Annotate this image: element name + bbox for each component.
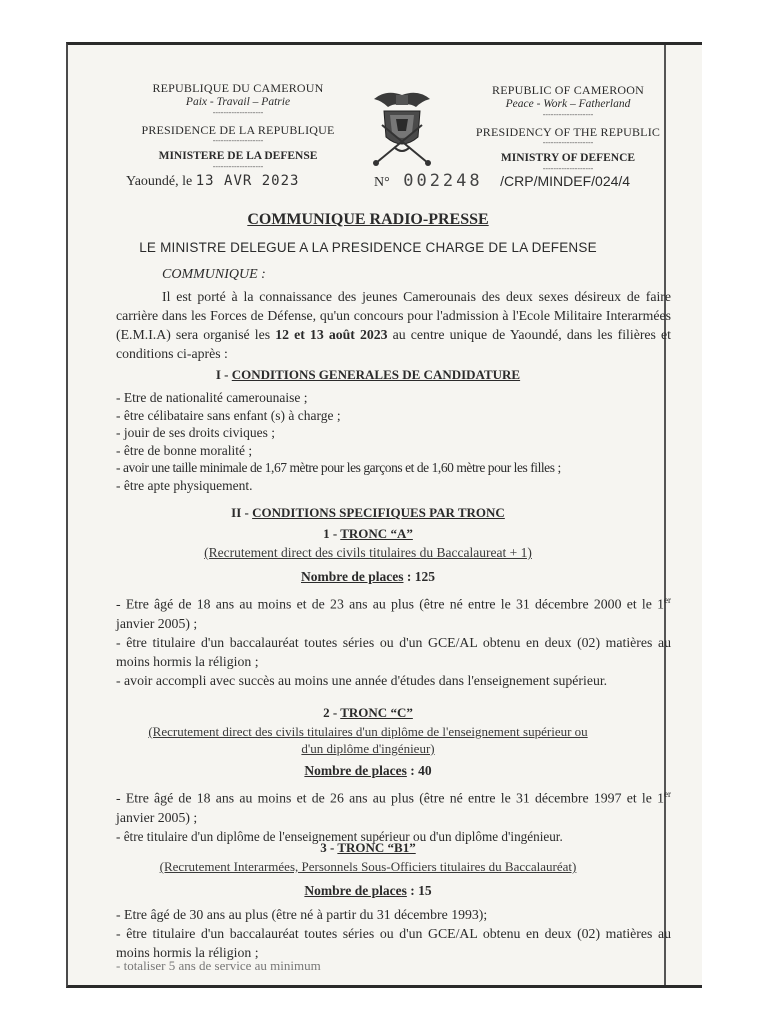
reference-number: 002248 xyxy=(403,171,483,191)
places-value: : 40 xyxy=(406,763,432,778)
list-item: - être célibataire sans enfant (s) à charge ; xyxy=(116,407,341,423)
tronc-c-description-1: (Recrutement direct des civils titulaires d'un diplôme de l'enseignement supérieur ou xyxy=(148,724,588,739)
tronc-number: 3 - xyxy=(320,840,338,855)
section-number: I - xyxy=(215,367,232,382)
exam-dates: 12 et 13 août 2023 xyxy=(275,327,388,342)
header-french xyxy=(128,81,348,171)
list-item: - être apte physiquement. xyxy=(116,477,253,493)
section-1-heading xyxy=(68,367,668,383)
tronc-a-places xyxy=(68,569,668,585)
separator: ------------------- xyxy=(542,164,594,173)
tronc-title: TRONC “C” xyxy=(340,705,413,720)
document-subtitle: LE MINISTRE DELEGUE A LA PRESIDENCE CHARGE DE LA DEFENSE xyxy=(139,240,597,255)
tronc-title: TRONC “A” xyxy=(340,526,413,541)
header-english xyxy=(458,83,678,173)
ministry-fr: MINISTERE DE LA DEFENSE xyxy=(158,150,318,162)
date-prefix: Yaoundé, le xyxy=(126,174,193,189)
separator: ------------------- xyxy=(212,136,264,145)
tronc-c-places xyxy=(68,763,668,779)
date-line xyxy=(126,173,299,190)
places-value: : 125 xyxy=(403,569,435,584)
tronc-c-conditions xyxy=(116,785,671,846)
tronc-c-heading xyxy=(68,705,668,721)
condition-item: - avoir accompli avec succès au moins une année d'études dans l'enseignement supérieur. xyxy=(116,672,608,688)
tronc-title: TRONC “B1” xyxy=(337,840,416,855)
condition-item xyxy=(116,785,671,827)
condition-item xyxy=(116,591,671,633)
tronc-a-description: (Recrutement direct des civils titulaires du Baccalaureat + 1) xyxy=(204,545,532,560)
coat-of-arms-emblem-icon xyxy=(366,85,438,169)
section-title: CONDITIONS GENERALES DE CANDIDATURE xyxy=(231,367,521,382)
condition-item: - être titulaire d'un baccalauréat toutes séries ou d'un GCE/AL obtenu en deux (02) matières au moins hormis la réligion ; xyxy=(116,926,671,960)
superscript: er xyxy=(664,789,671,799)
condition-text: janvier 2005) ; xyxy=(116,809,198,825)
condition-item: - Etre âgé de 30 ans au plus (être né à partir du 31 décembre 1993); xyxy=(116,907,488,922)
tronc-a-heading xyxy=(68,526,668,542)
reference-line xyxy=(374,171,630,191)
list-item: - jouir de ses droits civiques ; xyxy=(116,425,275,440)
list-item: - Etre de nationalité camerounaise ; xyxy=(116,390,308,405)
intro-paragraph xyxy=(116,287,671,363)
list-item: - être de bonne moralité ; xyxy=(116,442,253,458)
presidency-fr: PRESIDENCE DE LA REPUBLIQUE xyxy=(141,123,335,137)
places-label: Nombre de places xyxy=(301,569,404,584)
motto-fr: Paix - Travail – Patrie xyxy=(185,96,291,108)
places-label: Nombre de places xyxy=(304,883,407,898)
places-label: Nombre de places xyxy=(304,763,407,778)
separator: ------------------- xyxy=(212,108,264,117)
document-page xyxy=(66,42,702,988)
condition-item: - être titulaire d'un baccalauréat toutes séries ou d'un GCE/AL obtenu en deux (02) matières au moins hormis la réligion ; xyxy=(116,634,671,669)
republic-name-fr: REPUBLIQUE DU CAMEROUN xyxy=(152,81,324,95)
condition-text: - Etre âgé de 18 ans au moins et de 26 ans au plus (être né entre le 31 décembre 1997 et le 1 xyxy=(116,790,664,806)
ministry-en: MINISTRY OF DEFENCE xyxy=(500,152,636,164)
superscript: er xyxy=(664,595,671,605)
list-item: - avoir une taille minimale de 1,67 mètre pour les garçons et de 1,60 mètre pour les filles ; xyxy=(116,460,561,475)
document-title: COMMUNIQUE RADIO-PRESSE xyxy=(247,211,489,228)
general-conditions-list xyxy=(116,389,676,494)
tronc-b1-heading xyxy=(68,840,668,856)
reference-label: N° xyxy=(374,175,390,190)
condition-text: - Etre âgé de 18 ans au moins et de 23 ans au plus (être né entre le 31 décembre 2000 et le 1 xyxy=(116,596,664,612)
tronc-number: 1 - xyxy=(323,526,341,541)
places-value: : 15 xyxy=(406,883,432,898)
reference-code: /CRP/MINDEF/024/4 xyxy=(500,173,631,189)
section-title: CONDITIONS SPECIFIQUES PAR TRONC xyxy=(252,505,505,520)
communique-label: COMMUNIQUE : xyxy=(162,267,266,282)
truncated-line: - totaliser 5 ans de service au minimum xyxy=(116,958,321,973)
condition-text: janvier 2005) ; xyxy=(116,615,198,631)
tronc-b1-places xyxy=(68,883,668,899)
separator: ------------------- xyxy=(542,138,594,147)
tronc-number: 2 - xyxy=(323,705,341,720)
separator: ------------------- xyxy=(212,162,264,171)
tronc-c-description-2: d'un diplôme d'ingénieur) xyxy=(301,741,435,756)
date-stamp: 13 AVR 2023 xyxy=(195,173,300,189)
tronc-b1-description: (Recrutement Interarmées, Personnels Sous-Officiers titulaires du Baccalauréat) xyxy=(159,859,577,874)
intro-text-1: Il est porté à la connaissance des jeunes Camerounais des deux sexes désireux de faire carrière dans les Forces de Défense, qu'un concours pour l'admission à l'Ecole Militaire Interarmées (E.M.I.A) sera organisé les xyxy=(116,289,671,342)
presidency-en: PRESIDENCY OF THE REPUBLIC xyxy=(475,125,661,139)
condition-item: - être titulaire d'un diplôme de l'enseignement supérieur ou d'un diplôme d'ingénieur. xyxy=(116,828,563,844)
section-2-heading xyxy=(68,505,668,521)
motto-en: Peace - Work – Fatherland xyxy=(505,98,631,110)
separator: ------------------- xyxy=(542,110,594,119)
republic-name-en: REPUBLIC OF CAMEROON xyxy=(491,83,645,97)
intro-text-2: au centre unique de Yaoundé, dans les filières et conditions ci-après : xyxy=(116,327,671,361)
tronc-a-conditions xyxy=(116,591,671,690)
section-number: II - xyxy=(231,505,253,520)
